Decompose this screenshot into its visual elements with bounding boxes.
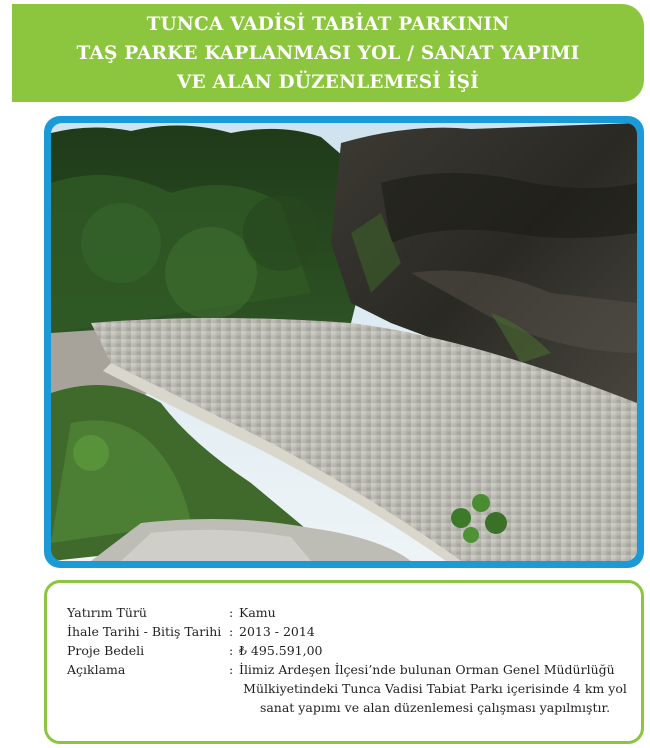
- title-line-3: VE ALAN DÜZENLEMESİ İŞİ: [176, 71, 480, 93]
- info-row-project-cost: [67, 641, 631, 660]
- info-box: [44, 580, 644, 744]
- info-table: [67, 603, 631, 717]
- description-line-2: Mülkiyetindeki Tunca Vadisi Tabiat Parkı içerisinde 4 km yol: [243, 681, 627, 696]
- info-colon: :: [229, 643, 234, 658]
- description-text: [239, 660, 631, 717]
- info-label: Proje Bedeli: [67, 643, 145, 658]
- photo-frame: [44, 116, 644, 568]
- info-label: İhale Tarihi - Bitiş Tarihi: [67, 624, 222, 639]
- cobblestone-road-photo: [51, 123, 637, 561]
- description-line-3: sanat yapımı ve alan düzenlemesi çalışması yapılmıştır.: [259, 700, 611, 715]
- info-label: Yatırım Türü: [67, 605, 147, 620]
- info-row-investment-type: [67, 603, 631, 622]
- info-row-description: [67, 660, 631, 717]
- info-colon: :: [229, 605, 234, 620]
- info-label: Açıklama: [67, 662, 126, 677]
- title-line-1: TUNCA VADİSİ TABİAT PARKININ: [146, 13, 510, 35]
- description-line-1: İlimiz Ardeşen İlçesi’nde bulunan Orman Genel Müdürlüğü: [239, 662, 615, 677]
- info-colon: :: [229, 662, 234, 677]
- info-value: Kamu: [239, 605, 276, 620]
- title-line-2: TAŞ PARKE KAPLANMASI YOL / SANAT YAPIMI: [76, 42, 580, 64]
- info-value: 2013 - 2014: [239, 624, 315, 639]
- title-banner: [12, 4, 644, 102]
- info-row-tender-dates: [67, 622, 631, 641]
- info-value: ₺ 495.591,00: [239, 643, 323, 658]
- info-colon: :: [229, 624, 234, 639]
